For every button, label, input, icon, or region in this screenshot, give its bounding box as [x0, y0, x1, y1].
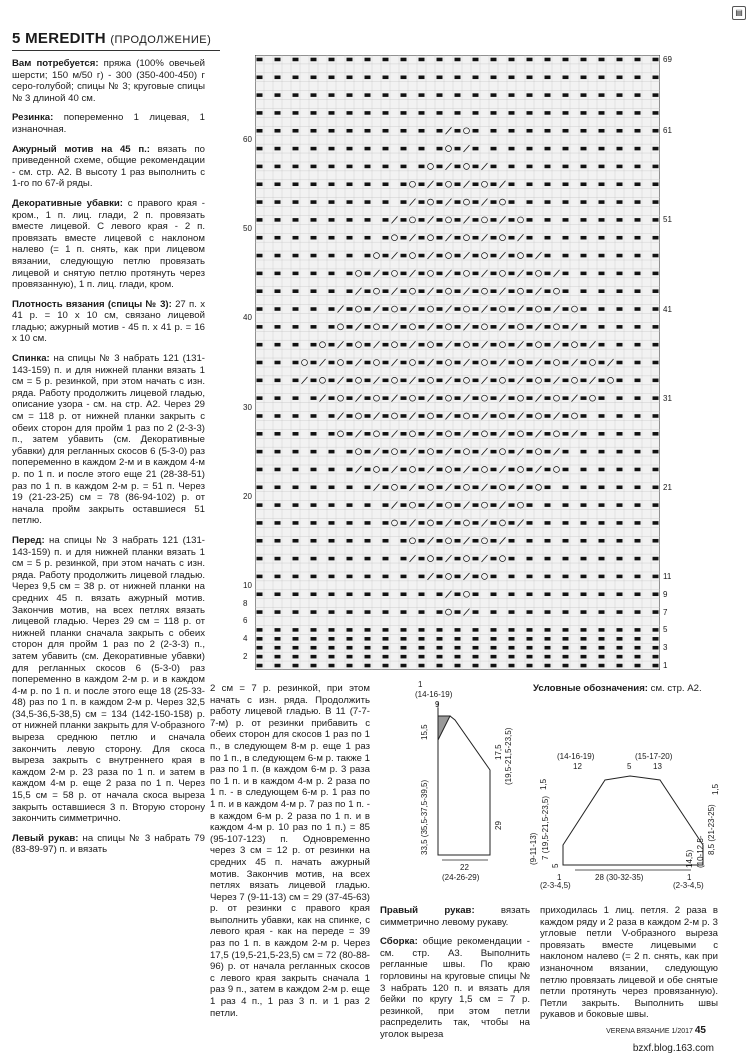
row-number-label: 8 [243, 598, 248, 608]
row-number-label: 7 [663, 607, 668, 617]
paragraph: Перед: на спицы № 3 набрать 121 (131-143-159) п. и для нижней планки вязать 1 см = 5 р. резинкой, при этом начать с изн. ряда. Работу продолжить лицевой гладью. Через 9,5 см = 38 р. от нижней планки на средних 45 п. вязать ажурный мотив. Закончив мотив, на всех петлях вязать лицевой гладью. Через 29 см = 118 р. от нижней планки сначала закрыть с обеих сторон для пройм 1 раз по 2 (2-3-3) п., затем убавить (см. Декоративные убавки) для регланных скосов 6 (5-3-0) раз попеременно в каждом 2-м р. и в каждом 4-м р. по 1 п. и после этого еще 18 (25-33-48) раз по 1 п. в каждом 2-м р. Через 32,5 (34,5-36,5-38,5) см = 134 (142-150-158) р. от нижней планки закрыть для V-образного выреза среднюю петлю и сначала закончить левую сторону. Для скоса выреза закрыть с внутреннего края в каждом 2-м р. 23 раза по 1 п. и затем в каждом 4-м р. еще 2 раза по 1 п. Через 15,5 см = 58 р. от начала скоса выреза закрыть оставшиеся 3 п. Вторую сторону закончить симметрично. [12, 534, 205, 825]
row-number-label: 51 [663, 215, 672, 225]
row-number-label: 10 [243, 580, 252, 590]
row-number-label: 41 [663, 304, 672, 314]
body-outline [380, 680, 530, 895]
paragraph: Вам потребуется: пряжа (100% овечьей шерсти; 150 м/50 г) - 300 (350-400-450) г серо-голубой; спицы № 3; круговые спицы № 3 длиной 40 см. [12, 58, 205, 104]
row-number-label: 61 [663, 126, 672, 136]
knitting-chart [255, 55, 660, 670]
chart-grid [255, 55, 660, 670]
document-icon[interactable]: ▤ [732, 6, 746, 20]
page-title [12, 30, 211, 47]
paragraph: Плотность вязания (спицы № 3): 27 п. х 41 р. = 10 х 10 см, связано лицевой гладью; ажурный мотив - 45 п. х 41 р. = 16 х 10 см. [12, 298, 205, 345]
row-number-label: 3 [663, 643, 668, 653]
row-number-label: 40 [243, 313, 252, 323]
pattern-name: 5 MEREDITH [12, 30, 106, 47]
row-number-label: 5 [663, 625, 668, 635]
row-number-label: 21 [663, 482, 672, 492]
body-schematic: 1 (14-16-19) 9 17,5 (19,5-21,5-23,5) 15,5 33,5 (35,5-37,5-39,5) 29 22 (24-26-29) [380, 680, 530, 895]
sleeve-outline [535, 750, 725, 890]
row-number-label: 1 [663, 661, 668, 671]
reader-sidebar [728, 0, 750, 1060]
page-number: 45 [694, 1025, 706, 1036]
paragraph: Резинка: попеременно 1 лицевая, 1 изнаночная. [12, 112, 205, 135]
sleeve-schematic: (14-16-19) (15-17-20) 12 5 13 1,5 (9-11-13) 7 (19,5-21,5-23,5) 5 8,5 (21-23-25) (10-12,5- 14,5) 1,5 1 (2-3-4,5) 28 (30-32-35) 1 (2-3-4,5) [535, 750, 725, 890]
row-number-label: 9 [663, 589, 668, 599]
row-number-label: 20 [243, 491, 252, 501]
watermark-credit: bzxf.blog.163.com [632, 1043, 714, 1054]
row-number-label: 31 [663, 393, 672, 403]
paragraph: Ажурный мотив на 45 п.: вязать по приведенной схеме, общие рекомендации - см. стр. А2. В высоту 1 раз выполнить с 1-го по 67-й ряды. [12, 143, 205, 190]
row-number-label: 11 [663, 571, 672, 581]
paragraph: Декоративные убавки: с правого края - кром., 1 п. лиц. глади, 2 п. провязать вместе лицевой. С левого края - 2 п. провязать вместе лицевой с наклоном налево (= 1 п. снять, как при лицевом вязании, следующую петлю провязать лицевой и снятую петлю протянуть через провязанную), 1 п. лиц. глади, кром. [12, 197, 205, 291]
paragraph: 2 см = 7 р. резинкой, при этом начать с изн. ряда. Продолжить работу лицевой гладью. В 11 (7-7-7-м) р. от резинки прибавить с обеих сторон для скосов 1 раз по 1 п., в следующем 8-м р. еще 1 раз по 1 п., в следующем 6-м р. также 1 раз по 1 п. (в каждом 6-м р. 3 раза по 1 п. и в каждом 4-м р. 2 раза по 1 п. - в следующем 6-м р. 1 раз по 1 п. и в каждом 4-м р. 7 раз по 1 п. - в каждом 6-м р. 2 раза по 1 п. и в каждом 4-м р. 10 раз по 1 п.) = 85 (95-107-123) п. Одновременно через 3 см = 12 р. от резинки на средних 45 п. начать ажурный мотив. Закончив мотив, на всех петлях вязать лицевой гладью. Через 7 (9-11-13) см = 29 (37-45-63) р. от резинки с правого края выполнить убавки, как на спинке, с левого края - как на переде = 39 раз по 1 п. в каждом 2-м р. Через 17,5 (19,5-21,5-23,5) см = 72 (80-88-96) р. от начала регланных скосов с левого края закрыть сначала 1 раз 9 п., затем в каждом 2-м р. еще 1 раз 4 п., 1 раз 3 п. и 1 раз 2 петли. [210, 683, 370, 1019]
instructions-column-4 [540, 905, 718, 1029]
row-number-label: 2 [243, 652, 248, 662]
pattern-subtitle: (ПРОДОЛЖЕНИЕ) [110, 34, 212, 46]
magazine-name: VERENA ВЯЗАНИЕ 1/2017 [606, 1028, 693, 1035]
instructions-column-3 [380, 905, 530, 1049]
instructions-column-2 [210, 683, 370, 1027]
paragraph: Правый рукав: вязать симметрично левому рукаву. [380, 905, 530, 928]
title-divider [12, 50, 220, 51]
paragraph: приходилась 1 лиц. петля. 2 раза в каждом ряду и 2 раза в каждом 2-м р. 3 угловые петли V-образного выреза провязать вместе лицевыми с наклоном налево (= 2 п. снять, как при изнаночном вязании, следующую петлю провязать лицевой и обе снятые петли протянуть через провязанную). Петли закрыть. Выполнить швы рукавов и боковые швы. [540, 905, 718, 1021]
row-number-label: 4 [243, 634, 248, 644]
legend: Условные обозначения: см. стр. А2. [533, 683, 702, 694]
row-number-label: 69 [663, 54, 672, 64]
row-number-label: 30 [243, 402, 252, 412]
row-number-label: 60 [243, 135, 252, 145]
instructions-column-1 [12, 58, 205, 864]
paragraph: Спинка: на спицы № 3 набрать 121 (131-143-159) п. и для нижней планки вязать 1 см = 5 р. резинкой, при этом начать с изн. ряда. Работу продолжить лицевой гладью, описание узора - см. на стр. А2. Через 29 см = 118 р. от нижней планки закрыть с обеих сторон для пройм 1 раз по 2 (2-3-3) п., затем убавить (см. Декоративные убавки) для регланных скосов 6 (5-3-0) раз попеременно в каждом 2-м и в каждом 4-м р. по 1 п. и после этого еще 21 (28-38-51) раз по 1 п. в каждом 2-м р. = 51 п. Через 19 (21-23-25) см = 78 (86-94-102) р. от начала пройм закрыть оставшиеся 51 петлю. [12, 353, 205, 527]
row-number-label: 6 [243, 616, 248, 626]
page-footer [606, 1025, 706, 1036]
row-number-label: 50 [243, 224, 252, 234]
paragraph: Левый рукав: на спицы № 3 набрать 79 (83-89-97) п. и вязать [12, 832, 205, 856]
paragraph: Сборка: общие рекомендации - см. стр. А3. Выполнить регланные швы. По краю горловины на круговые спицы № 3 набрать 120 п. и вязать для бейки по кругу 1,5 см = 7 р. резинкой, при этом петли распределить так, чтобы на уголок выреза [380, 936, 530, 1040]
